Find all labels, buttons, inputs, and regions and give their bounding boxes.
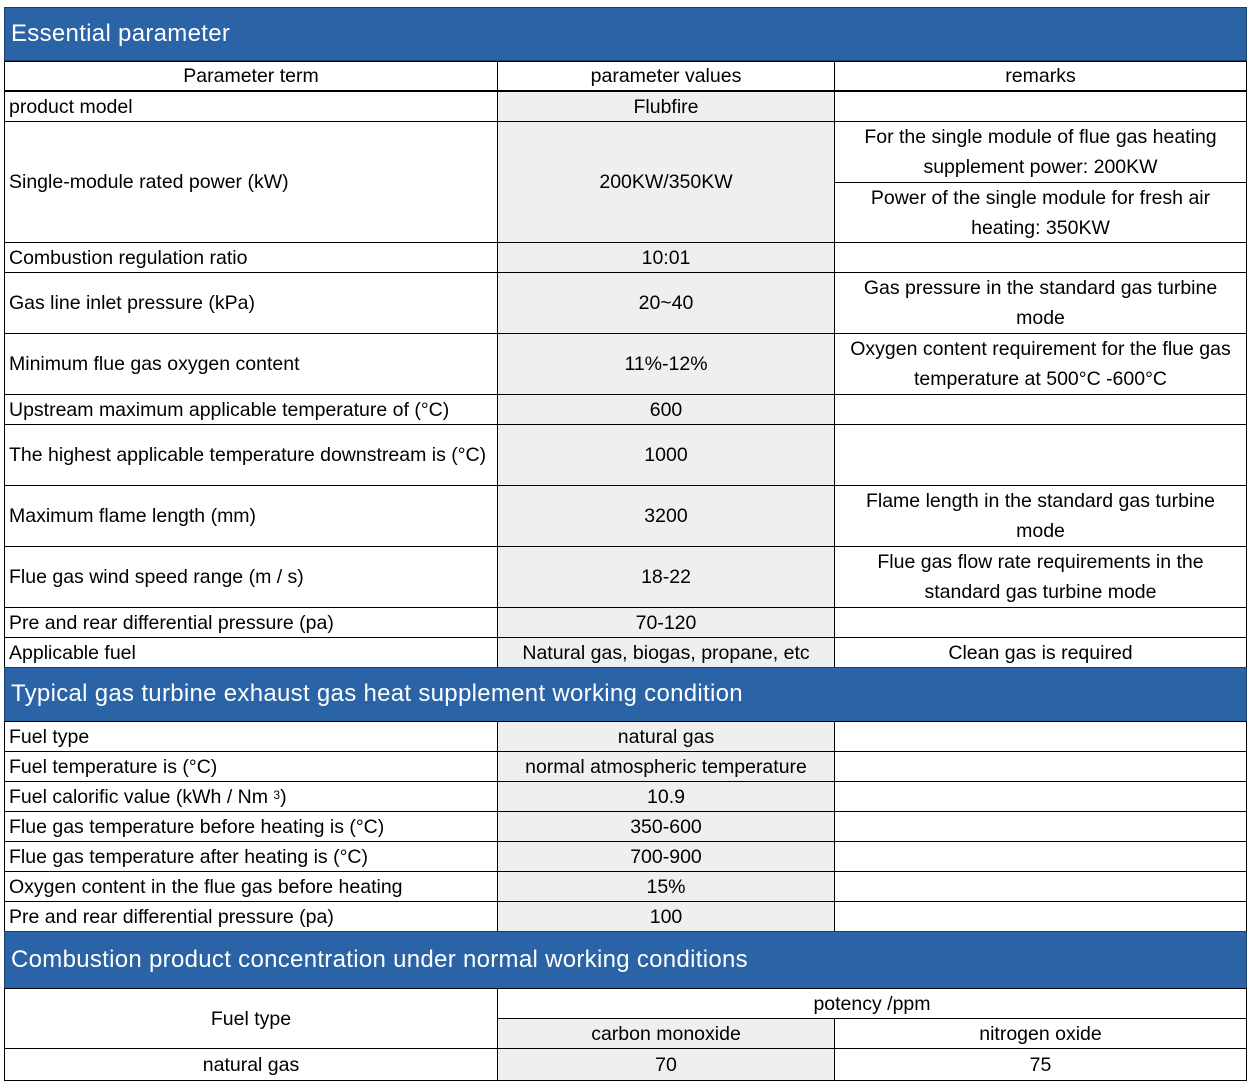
table-row-term: Applicable fuel: [4, 637, 498, 668]
section-title-combustion-product: Combustion product concentration under normal working conditions: [4, 931, 1247, 989]
table-row-value: 600: [497, 394, 835, 425]
table-row-remark: [834, 901, 1247, 932]
table-row-term: Fuel calorific value (kWh / Nm $^3$ ): [4, 781, 498, 812]
table-row-value: 1000: [497, 424, 835, 486]
table-row-remark: [834, 394, 1247, 425]
table-row-term: The highest applicable temperature downstream is (°C): [4, 424, 498, 486]
table-row-value: normal atmospheric temperature: [497, 751, 835, 782]
table-row-value: 3200: [497, 485, 835, 547]
carbon-monoxide-value: 70: [497, 1048, 835, 1081]
section-title-working-condition: Typical gas turbine exhaust gas heat supplement working condition: [4, 667, 1247, 722]
table-row-remark: Flame length in the standard gas turbine mode: [834, 485, 1247, 547]
parameter-sheet: [4, 7, 1247, 1081]
table-row-value: 70-120: [497, 607, 835, 638]
table-row-value: 200KW/350KW: [497, 121, 835, 243]
header-nitrogen-oxide: nitrogen oxide: [834, 1018, 1247, 1049]
table-row-term: Flue gas wind speed range (m / s): [4, 546, 498, 608]
table-row-remark: [834, 242, 1247, 273]
table-row-remark: For the single module of flue gas heating supplement power: 200KW: [834, 121, 1247, 183]
table-row-value: Flubfire: [497, 91, 835, 122]
table-row-term: Minimum flue gas oxygen content: [4, 333, 498, 395]
table-row-term: Upstream maximum applicable temperature of (°C): [4, 394, 498, 425]
header-parameter-term: Parameter term: [4, 61, 498, 91]
table-row-value: 20~40: [497, 272, 835, 334]
table-row-value: 18-22: [497, 546, 835, 608]
table-row-remark: [834, 607, 1247, 638]
table-row-term: Single-module rated power (kW): [4, 121, 498, 243]
table-row-remark: [834, 91, 1247, 122]
table-row-remark: Flue gas flow rate requirements in the standard gas turbine mode: [834, 546, 1247, 608]
table-row-term: Fuel type: [4, 721, 498, 752]
table-row-term: Combustion regulation ratio: [4, 242, 498, 273]
table-row-term: Fuel temperature is (°C): [4, 751, 498, 782]
table-row-value: 350-600: [497, 811, 835, 842]
term-text: Fuel calorific value (kWh / Nm: [9, 785, 268, 808]
table-row-remark: Clean gas is required: [834, 637, 1247, 668]
table-row-remark: [834, 721, 1247, 752]
table-row-remark: [834, 781, 1247, 812]
table-row-remark: [834, 424, 1247, 486]
table-row-term: Flue gas temperature after heating is (°C): [4, 841, 498, 872]
table-row-value: Natural gas, biogas, propane, etc: [497, 637, 835, 668]
table-row-term: Oxygen content in the flue gas before heating: [4, 871, 498, 902]
table-row-value: 100: [497, 901, 835, 932]
table-row-remark: [834, 811, 1247, 842]
fuel-name: natural gas: [4, 1048, 498, 1081]
table-row-term: product model: [4, 91, 498, 122]
header-remarks: remarks: [834, 61, 1247, 91]
table-row-remark: [834, 841, 1247, 872]
nitrogen-oxide-value: 75: [834, 1048, 1247, 1081]
table-row-value: 700-900: [497, 841, 835, 872]
table-row-value: 11%-12%: [497, 333, 835, 395]
table-row-remark: [834, 751, 1247, 782]
header-potency: potency /ppm: [497, 988, 1247, 1019]
table-row-term: Maximum flame length (mm): [4, 485, 498, 547]
header-fuel-type: Fuel type: [4, 988, 498, 1050]
table-row-value: 10:01: [497, 242, 835, 273]
table-row-value: 10.9: [497, 781, 835, 812]
table-row-term: Flue gas temperature before heating is (°C): [4, 811, 498, 842]
table-row-remark: Oxygen content requirement for the flue gas temperature at 500°C -600°C: [834, 333, 1247, 395]
table-row-remark: Gas pressure in the standard gas turbine mode: [834, 272, 1247, 334]
table-row-term: Gas line inlet pressure (kPa): [4, 272, 498, 334]
section-title-essential: Essential parameter: [4, 7, 1247, 61]
table-row-term: Pre and rear differential pressure (pa): [4, 901, 498, 932]
table-row-value: 15%: [497, 871, 835, 902]
table-row-value: natural gas: [497, 721, 835, 752]
term-text-end: ): [280, 785, 287, 808]
table-row-term: Pre and rear differential pressure (pa): [4, 607, 498, 638]
table-row-remark: [834, 871, 1247, 902]
table-row-remark-2: Power of the single module for fresh air heating: 350KW: [834, 182, 1247, 243]
header-parameter-values: parameter values: [497, 61, 835, 91]
header-carbon-monoxide: carbon monoxide: [497, 1018, 835, 1049]
